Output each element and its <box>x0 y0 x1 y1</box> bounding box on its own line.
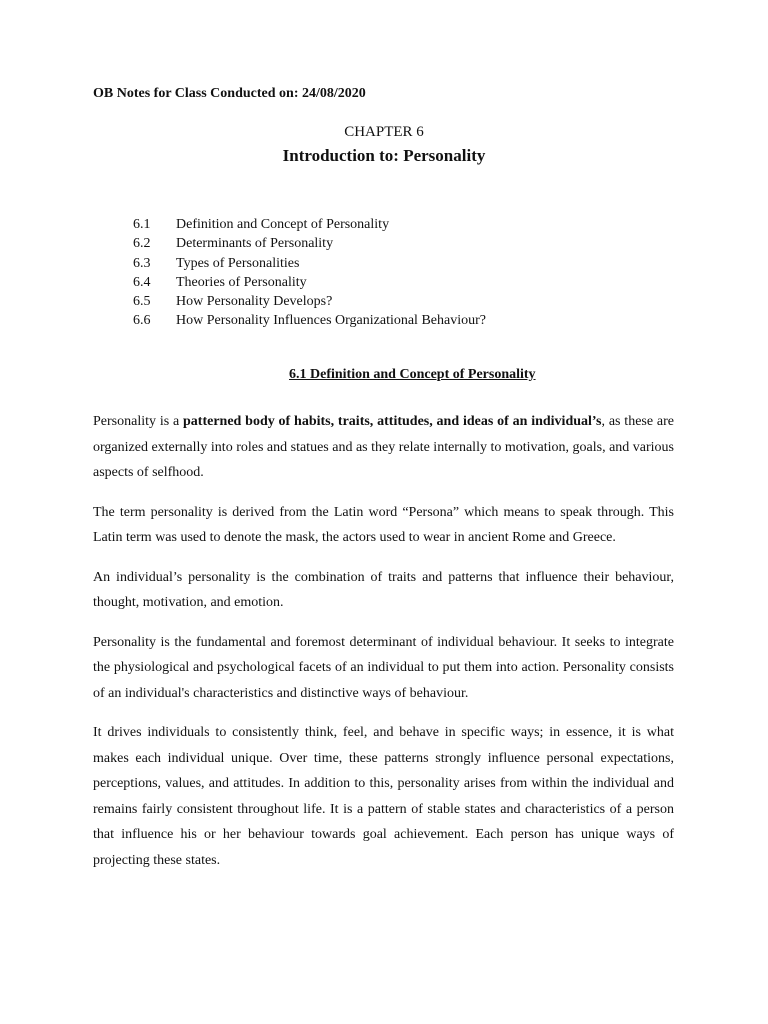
toc-item-title: Definition and Concept of Personality <box>176 217 390 232</box>
toc-item-title: How Personality Influences Organizational Behaviour? <box>176 313 486 329</box>
paragraph: Personality is the fundamental and foremost determinant of individual behaviour. It seeks to integrate the physiological and psychological facets of an individual to put them into action. Personality consists of an individual's characteristics and distinctive ways of behaviour. <box>93 634 674 701</box>
toc-item <box>133 292 486 311</box>
paragraph-text: , as these are organized externally into roles and statues and as they relate internally to motivation, goals, and various aspects of selfhood. <box>93 414 674 480</box>
toc-item <box>133 311 486 330</box>
table-of-contents <box>133 215 486 331</box>
toc-item-number: 6.3 <box>133 255 151 271</box>
toc-item-number: 6.5 <box>133 294 151 310</box>
paragraph-bold-text: patterned body of habits, traits, attitudes, and ideas of an individual’s <box>183 414 602 429</box>
chapter-label: CHAPTER 6 <box>344 124 424 140</box>
toc-item-title: Types of Personalities <box>176 255 300 271</box>
toc-item-title: Determinants of Personality <box>176 236 334 252</box>
toc-item <box>133 234 486 253</box>
toc-item <box>133 273 486 292</box>
body-text <box>93 409 674 887</box>
toc-item-number: 6.4 <box>133 274 151 290</box>
toc-item-title: Theories of Personality <box>176 274 307 290</box>
paragraph: An individual’s personality is the combination of traits and patterns that influence their behaviour, thought, motivation, and emotion. <box>93 569 674 610</box>
toc-item-number: 6.6 <box>133 313 151 329</box>
chapter-title: Introduction to: Personality <box>282 146 486 165</box>
toc-item <box>133 254 486 273</box>
toc-item-title: How Personality Develops? <box>176 294 333 310</box>
paragraph: The term personality is derived from the Latin word “Persona” which means to speak through. This Latin term was used to denote the mask, the actors used to wear in ancient Rome and Greece. <box>93 504 674 545</box>
paragraph: It drives individuals to consistently think, feel, and behave in specific ways; in essence, it is what makes each individual unique. Over time, these patterns strongly influence personal expectations, perceptions, values, and attitudes. In addition to this, personality arises from within the individual and remains fairly consistent throughout life. It is a pattern of stable states and characteristics of a person that influence his or her behaviour towards goal achievement. Each person has unique ways of projecting these states. <box>93 725 674 868</box>
document-header: OB Notes for Class Conducted on: 24/08/2020 <box>93 86 366 101</box>
paragraph <box>93 409 674 486</box>
toc-item-number: 6.1 <box>133 217 151 232</box>
toc-item <box>133 215 486 234</box>
section-heading: 6.1 Definition and Concept of Personality <box>289 367 536 382</box>
toc-item-number: 6.2 <box>133 236 151 252</box>
paragraph-text: Personality is a <box>93 414 184 429</box>
